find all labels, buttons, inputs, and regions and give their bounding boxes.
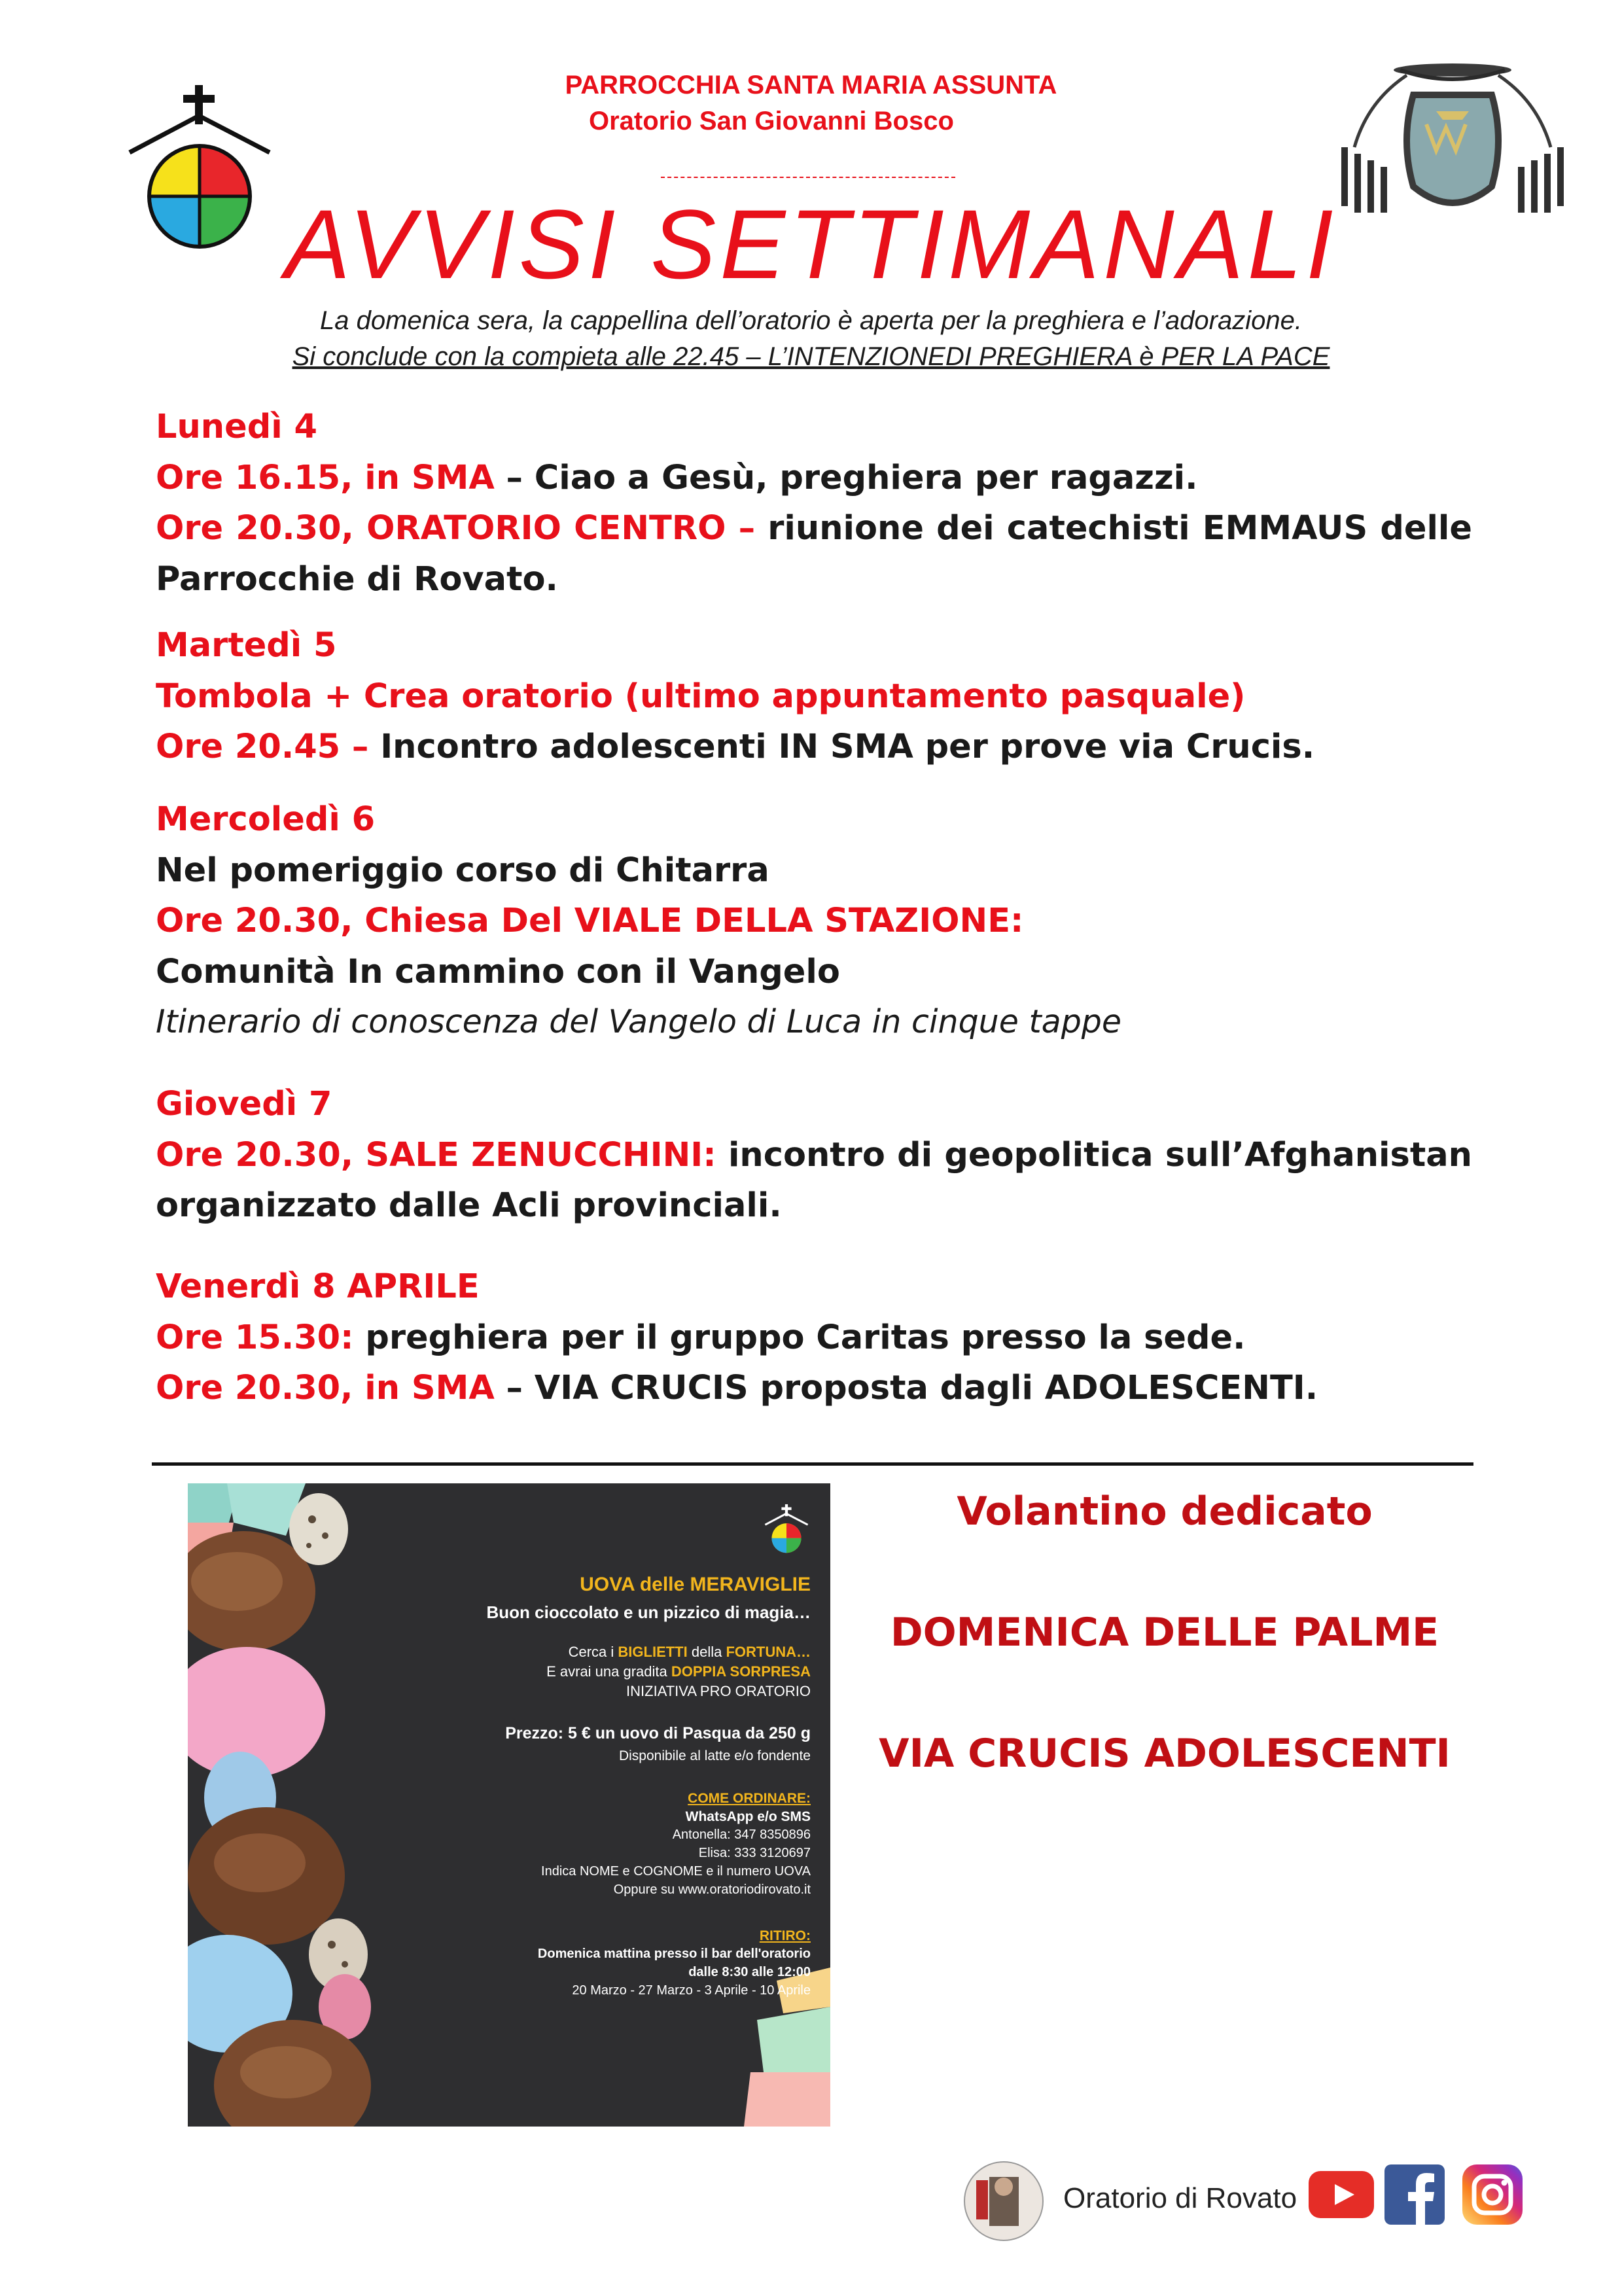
day-heading-monday: Lunedì 4 xyxy=(156,408,317,446)
flyer-text: Domenica mattina presso il bar dell'oratorio xyxy=(537,1947,811,1961)
event-line: Nel pomeriggio corso di Chitarra xyxy=(156,851,769,890)
footer-label: Oratorio di Rovato xyxy=(1063,2182,1297,2214)
flyer-image xyxy=(188,1483,830,2127)
section-divider xyxy=(152,1462,1473,1466)
event-line: organizzato dalle Acli provinciali. xyxy=(156,1186,782,1225)
event-line: Comunità In cammino con il Vangelo xyxy=(156,953,840,991)
flyer-text: Indica NOME e COGNOME e il numero UOVA xyxy=(541,1864,811,1879)
day-heading-wednesday: Mercoledì 6 xyxy=(156,800,376,839)
page-title: AVVISI SETTIMANALI xyxy=(285,189,1337,299)
flyer-subtitle: Buon cioccolato e un pizzico di magia… xyxy=(486,1602,811,1622)
parish-name: PARROCCHIA SANTA MARIA ASSUNTA xyxy=(565,71,1057,99)
oratorio-avatar-icon xyxy=(963,2161,1044,2242)
flyer-text: Cerca i BIGLIETTI della FORTUNA… xyxy=(568,1644,811,1660)
day-heading-tuesday: Martedì 5 xyxy=(156,626,337,665)
facebook-icon[interactable] xyxy=(1384,2164,1445,2225)
side-caption: VIA CRUCIS ADOLESCENTI xyxy=(879,1731,1451,1776)
day-heading-thursday: Giovedì 7 xyxy=(156,1085,332,1123)
intro-text: La domenica sera, la cappellina dell’oratorio è aperta per la preghiera e l’adorazione. xyxy=(320,306,1302,335)
flyer-text: Oppure su www.oratoriodirovato.it xyxy=(613,1882,811,1897)
flyer-text: Antonella: 347 8350896 xyxy=(672,1828,811,1842)
flyer-logo-icon xyxy=(764,1503,809,1555)
flyer-pickup-heading: RITIRO: xyxy=(759,1928,811,1943)
flyer-order-heading: COME ORDINARE: xyxy=(688,1791,811,1806)
event-line: Ore 20.30, ORATORIO CENTRO – riunione dei catechisti EMMAUS delle xyxy=(156,509,1472,548)
flyer-text: 20 Marzo - 27 Marzo - 3 Aprile - 10 Aprile xyxy=(572,1983,811,1998)
intro-text-underlined: Si conclude con la compieta alle 22.45 – L’INTENZIONEDI PREGHIERA è PER LA PACE xyxy=(292,342,1330,371)
instagram-icon[interactable] xyxy=(1462,2164,1523,2225)
side-caption: Volantino dedicato xyxy=(957,1489,1373,1534)
event-line: Ore 20.45 – Incontro adolescenti IN SMA per prove via Crucis. xyxy=(156,728,1315,766)
side-caption: DOMENICA DELLE PALME xyxy=(890,1610,1439,1655)
flyer-price: Prezzo: 5 € un uovo di Pasqua da 250 g xyxy=(505,1724,811,1742)
day-heading-friday: Venerdì 8 APRILE xyxy=(156,1267,480,1306)
flyer-text: dalle 8:30 alle 12:00 xyxy=(688,1965,811,1979)
flyer-text: Disponibile al latte e/o fondente xyxy=(618,1748,811,1763)
header-divider xyxy=(661,177,955,178)
oratory-name: Oratorio San Giovanni Bosco xyxy=(589,107,954,135)
event-note: Itinerario di conoscenza del Vangelo di Luca in cinque tappe xyxy=(156,1003,1122,1040)
flyer-text: Elisa: 333 3120697 xyxy=(698,1846,811,1860)
event-line: Ore 20.30, SALE ZENUCCHINI: incontro di geopolitica sull’Afghanistan xyxy=(156,1136,1472,1174)
youtube-icon[interactable] xyxy=(1309,2171,1374,2218)
event-line: Parrocchie di Rovato. xyxy=(156,560,558,599)
event-line: Tombola + Crea oratorio (ultimo appuntamento pasquale) xyxy=(156,677,1246,716)
event-line: Ore 15.30: preghiera per il gruppo Caritas presso la sede. xyxy=(156,1318,1246,1357)
flyer-text: E avrai una gradita DOPPIA SORPRESA xyxy=(546,1663,811,1680)
flyer-text: INIZIATIVA PRO ORATORIO xyxy=(626,1683,811,1699)
event-line: Ore 20.30, in SMA – VIA CRUCIS proposta dagli ADOLESCENTI. xyxy=(156,1369,1318,1407)
event-line: Ore 16.15, in SMA – Ciao a Gesù, preghiera per ragazzi. xyxy=(156,459,1198,497)
flyer-title: UOVA delle MERAVIGLIE xyxy=(580,1574,811,1595)
event-line: Ore 20.30, Chiesa Del VIALE DELLA STAZIONE: xyxy=(156,902,1024,940)
flyer-text: WhatsApp e/o SMS xyxy=(685,1809,811,1824)
